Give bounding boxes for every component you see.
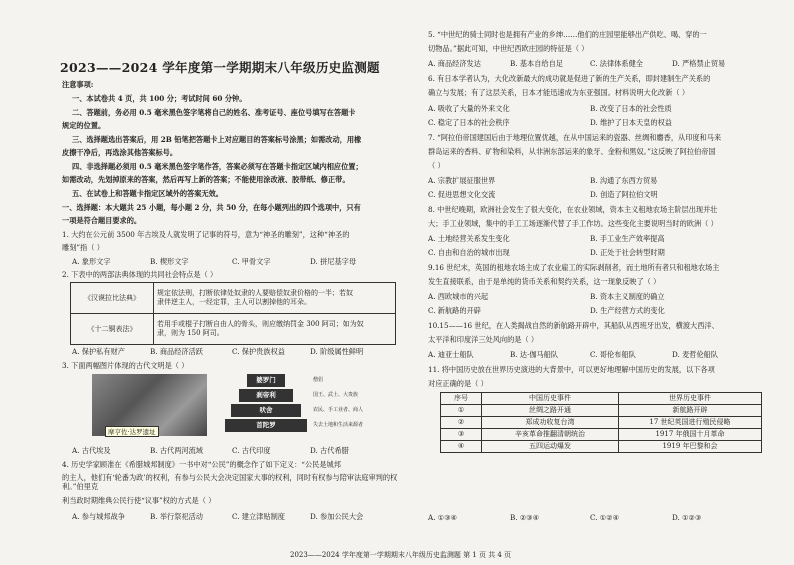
note-line: 五、在试卷上和答题卡指定区域外的答案无效。 xyxy=(72,189,223,198)
table-cell: 五四运动爆发 xyxy=(482,441,619,453)
q10-option-b: B. 达·伽马船队 xyxy=(510,350,559,359)
q6-stem: 确立与发展；有了这层关系，日本才能迅速成为东亚强国。材料说明大化改新（ ） xyxy=(428,88,690,97)
pyramid-note: 农民、手工业者、商人 xyxy=(313,407,364,413)
note-line: 如需改动，先划掉原来的答案，然后再写上新的答案；不能使用涂改液、胶带纸、修正带。 xyxy=(62,175,350,184)
q1-option-a: A. 象形文字 xyxy=(72,257,111,266)
table-header: 序号 xyxy=(441,393,482,405)
q1-option-b: B. 楔形文字 xyxy=(150,257,189,266)
q11-table xyxy=(440,392,762,453)
q11-option-b: B. ②③④ xyxy=(510,513,540,522)
table-cell: ③ xyxy=(441,429,482,441)
table-row xyxy=(71,314,396,345)
q1-stem: 1. 大约在公元前 3500 年古埃及人就发明了记事的符号，意为“神圣的雕刻”，这种“神圣的 xyxy=(62,230,350,239)
page-footer: 2023——2024 学年度第一学期期末八年级历史监测题 第 1 页 共 4 页 xyxy=(290,551,512,559)
q10-option-a: A. 迪亚士船队 xyxy=(428,350,474,359)
table-row xyxy=(441,417,762,429)
q4-option-a: A. 参与城邦战争 xyxy=(72,512,125,521)
table-header: 世界历史事件 xyxy=(619,393,762,405)
q11-stem: 对应正确的是（ ） xyxy=(428,379,488,388)
law-text-line: 规定依法刑，打断依律处奴隶的人要赔偿奴隶价格的一半；若奴 xyxy=(157,289,353,297)
note-line: 四、非选择题必须用 0.5 毫米黑色签字笔作答，答案必须写在答题卡指定区域内相应位置； xyxy=(72,162,363,171)
table-row xyxy=(441,405,762,417)
table-cell: 辛亥革命推翻清朝统治 xyxy=(482,429,619,441)
q3-stem: 3. 下面两幅图片体现的古代文明是（ ） xyxy=(62,361,189,370)
table-cell: 1919 年巴黎和会 xyxy=(619,441,762,453)
q8-stem: 8. 中世纪晚期，欧洲社会发生了很大变化，在农业领域，资本主义租地农场主阶层出现并壮 xyxy=(428,205,718,214)
q1-option-d: D. 拼尼基字母 xyxy=(310,257,357,266)
q5-option-a: A. 商品经济发达 xyxy=(428,59,481,68)
q10-stem: 10.15——16 世纪，在人类揭战自然的新航路开辟中，其船队从西班牙出发，横渡大西洋、 xyxy=(428,321,719,330)
table-row xyxy=(71,283,396,314)
table-header: 中国历史事件 xyxy=(482,393,619,405)
table-cell: 新航路开辟 xyxy=(619,405,762,417)
q8-option-c: C. 自由和自治的城市出现 xyxy=(428,248,510,257)
q1-option-c: C. 甲骨文字 xyxy=(232,257,271,266)
q2-option-d: D. 阶级属性鲜明 xyxy=(310,347,364,356)
pyramid-layer: 婆罗门 xyxy=(247,374,285,387)
pyramid-layer: 吠舍 xyxy=(231,404,301,417)
note-line: 一、本试卷共 4 页，共 100 分；考试时间 60 分钟。 xyxy=(72,94,247,103)
note-line: 三、选择题选出答案后，用 2B 铅笔把答题卡上对应题目的答案标号涂黑；如需改动，用橡 xyxy=(72,135,362,144)
table-header-row xyxy=(441,393,762,405)
law-text xyxy=(154,314,396,345)
q3-option-a: A. 古代埃及 xyxy=(72,446,111,455)
q11-option-c: C. ①②④ xyxy=(590,513,620,522)
table-cell: ① xyxy=(441,405,482,417)
q2-option-b: B. 商品经济活跃 xyxy=(150,347,203,356)
q10-stem: 太平洋和印度洋三处风向的是（ ） xyxy=(428,335,539,344)
table-cell: ② xyxy=(441,417,482,429)
q10-option-c: C. 哥伦布船队 xyxy=(590,350,636,359)
note-line: 皮擦干净后，再选涂其他答案标号。 xyxy=(62,148,178,157)
q9-option-b: B. 资本主义制度的确立 xyxy=(590,292,665,301)
q3-option-c: C. 古代印度 xyxy=(232,446,271,455)
table-cell: 1917 年俄国十月革命 xyxy=(619,429,762,441)
pyramid-layer: 首陀罗 xyxy=(225,419,307,432)
q3-option-d: D. 古代希腊 xyxy=(310,446,349,455)
caste-pyramid xyxy=(225,374,395,440)
q9-option-a: A. 西欧城市的兴起 xyxy=(428,292,489,301)
q9-stem: 9.16 世纪末，英国的租地农场主成了农业雇工的实际剥削者，而土地所有者只和租地农场主 xyxy=(428,263,720,272)
photo-caption: 摩亨佐·达罗遗址 xyxy=(105,426,159,437)
q8-option-b: B. 手工业生产效率提高 xyxy=(590,234,665,243)
q2-stem: 2. 下表中的两部法典体现的共同社会特点是（ ） xyxy=(62,270,218,279)
note-line: 二、答题前，务必用 0.5 毫米黑色签字笔将自己的姓名、准考证号、座位号填写在答题卡 xyxy=(72,108,356,117)
q6-option-d: D. 维护了日本天皇的权益 xyxy=(590,118,672,127)
q7-stem: 群岛运来的香料、矿物和染料，从非洲东部运来的象牙、金粉和黑奴。”这反映了阿拉伯帝国 xyxy=(428,147,716,156)
law-text xyxy=(154,283,396,314)
q11-option-a: A. ①③④ xyxy=(428,513,458,522)
q4-stem: 利当政时期维典公民行使“议事”权的方式是（ ） xyxy=(62,496,216,505)
q7-stem: （ ） xyxy=(428,161,445,170)
q5-option-c: C. 法律体系健全 xyxy=(590,59,643,68)
q7-option-b: B. 沟通了东西方贸易 xyxy=(590,176,658,185)
q6-option-c: C. 稳定了日本的社会秩序 xyxy=(428,118,510,127)
note-line: 规定的位置。 xyxy=(62,121,106,130)
law-text-line: 若用手或棍子打断自由人的骨头，则应缴纳罚金 300 阿司；如为奴 xyxy=(157,320,364,328)
pyramid-note: 失去土地和生活来源者 xyxy=(313,422,364,428)
q5-option-b: B. 基本自给自足 xyxy=(510,59,563,68)
notes-heading: 注意事项: xyxy=(62,80,94,89)
page-title: 2023——2024 学年度第一学期期末八年级历史监测题 xyxy=(60,60,380,75)
q3-option-b: B. 古代两河流域 xyxy=(150,446,203,455)
table-row xyxy=(441,441,762,453)
q6-stem: 6. 有日本学者认为，大化改新最大的成功就是促进了新的生产关系，即封建制生产关系的 xyxy=(428,74,711,83)
law-name: 《汉谟拉比法典》 xyxy=(71,283,154,314)
section1-intro: 一项是符合题目要求的。 xyxy=(62,216,142,225)
q4-option-d: D. 参加公民大会 xyxy=(310,512,364,521)
table-cell: ④ xyxy=(441,441,482,453)
q11-stem: 11. 将中国历史放在世界历史演进的大背景中，可以更好地理解中国历史的发展，以下各项 xyxy=(428,365,715,374)
q2-table xyxy=(70,282,396,345)
q8-option-a: A. 土地经营关系发生变化 xyxy=(428,234,510,243)
table-cell: 丝绸之路开通 xyxy=(482,405,619,417)
q1-stem: 雕刻”指（ ） xyxy=(62,243,104,252)
q7-option-c: C. 促进思想文化交流 xyxy=(428,190,496,199)
q4-stem: 的主人，他们有‘轮番为政’的权利，有参与公民大会决定国家大事的权利，同时有权参与陪审法庭审判的权利。”伯里克 xyxy=(62,473,398,491)
law-text-line: 隶，则为 150 阿司。 xyxy=(157,329,224,337)
q7-stem: 7. “阿拉伯帝国建国后由于地理位置优越，在从中国运来的瓷器、丝绸和麝香，从印度和马来 xyxy=(428,133,722,142)
q5-stem: 切物品。”据此可知，中世纪西欧庄园的特征是（ ） xyxy=(428,44,589,53)
q7-option-a: A. 宗教扩展征服世界 xyxy=(428,176,496,185)
q9-stem: 发生直接联系，由于是单纯的货币关系和契约关系，这一现象反映了（ ） xyxy=(428,277,661,286)
table-cell: 17 世纪英国进行殖民侵略 xyxy=(619,417,762,429)
q5-stem: 5. “中世纪的骑士同时也是拥有产业的乡绅……他们的庄园里能够出产供吃、喝、穿的一 xyxy=(428,30,707,39)
q4-stem: 4. 历史学家顾准在《希腊城邦制度》一书中对“公民”的概念作了如下定义：“公民是城邦 xyxy=(62,460,341,469)
q4-option-b: B. 举行祭祀活动 xyxy=(150,512,203,521)
pyramid-layer: 刹帝利 xyxy=(239,389,293,402)
q9-option-d: D. 生产经营方式的变化 xyxy=(590,306,665,315)
q4-option-c: C. 建立津贴制度 xyxy=(232,512,285,521)
table-row xyxy=(441,429,762,441)
law-text-line: 隶伴逆主人，一经定罪，主人可以割掉他的耳朵。 xyxy=(157,298,311,306)
section1-intro: 一、选择题：本大题共 25 小题，每小题 2 分，共 50 分，在每小题列出的四个选项中，只有 xyxy=(62,203,361,212)
table-cell: 郑成功收复台湾 xyxy=(482,417,619,429)
q10-option-d: D. 麦哲伦船队 xyxy=(672,350,719,359)
q8-option-d: D. 正处于社会转型时期 xyxy=(590,248,665,257)
q5-option-d: D. 严格禁止贸易 xyxy=(672,59,726,68)
q2-option-c: C. 保护贵族权益 xyxy=(232,347,285,356)
q2-option-a: A. 保护私有财产 xyxy=(72,347,125,356)
q11-option-d: D. ①②③ xyxy=(672,513,702,522)
q6-option-a: A. 吸收了大量的外来文化 xyxy=(428,104,510,113)
q7-option-d: D. 创造了阿拉伯文明 xyxy=(590,190,658,199)
q8-stem: 大；手工业领域，集中的手工工场逐渐代替了手工作坊。这些变化主要说明当时的欧洲（ ） xyxy=(428,219,718,228)
pyramid-note: 僧侣 xyxy=(313,377,324,383)
q6-option-b: B. 改变了日本的社会性质 xyxy=(590,104,672,113)
pyramid-note: 国王、武士、大贵族 xyxy=(313,392,359,398)
q9-option-c: C. 新航路的开辟 xyxy=(428,306,481,315)
law-name: 《十二铜表法》 xyxy=(71,314,154,345)
